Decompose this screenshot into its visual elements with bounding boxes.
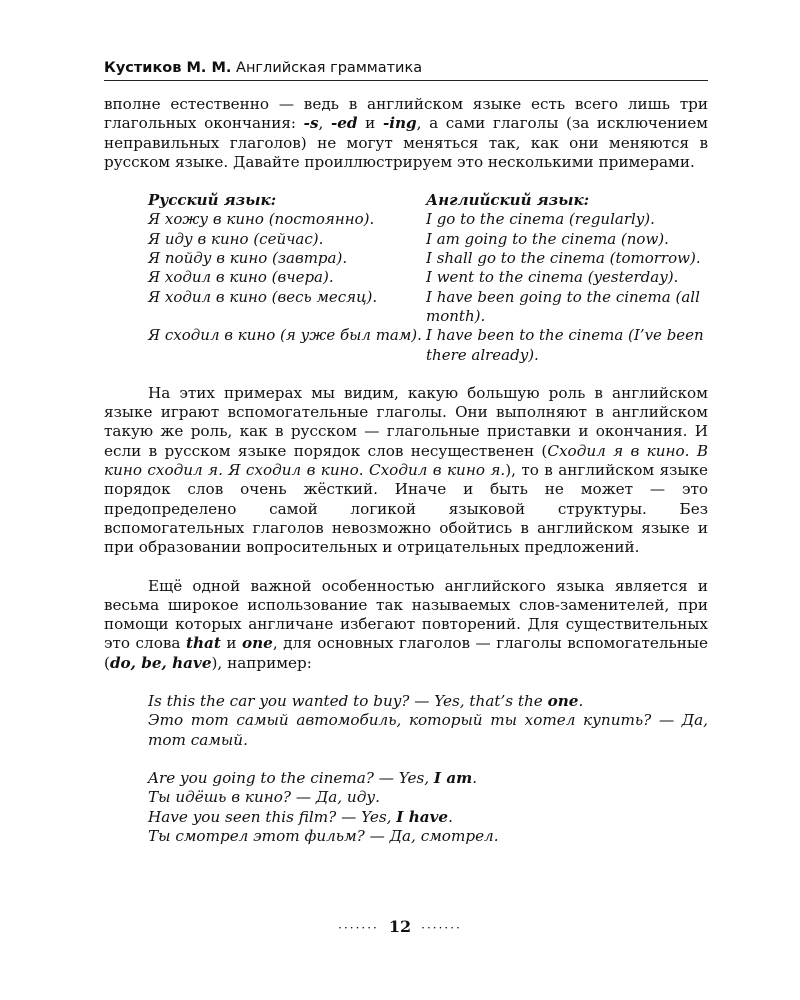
para3-text-3: ), например: bbox=[211, 653, 312, 672]
para3-text-2: , для основных глаголов — глаголы вспомогательные ( bbox=[104, 634, 708, 672]
ending-ing: -ing bbox=[382, 114, 417, 133]
page-body bbox=[104, 95, 708, 846]
page-number: 12 bbox=[388, 917, 412, 936]
table-row bbox=[148, 326, 708, 365]
para1-and: и bbox=[357, 114, 383, 133]
aux-verbs: do, be, have bbox=[109, 653, 212, 672]
table-header-russian: Русский язык: bbox=[148, 191, 277, 210]
paragraph-substitute-words bbox=[104, 577, 708, 673]
example-end: . bbox=[448, 807, 453, 826]
page-footer bbox=[0, 917, 800, 936]
examples-block bbox=[148, 692, 708, 846]
header-title: Английская грамматика bbox=[236, 60, 423, 76]
word-that: that bbox=[185, 634, 221, 653]
english-cell: I went to the cinema (yesterday). bbox=[426, 268, 679, 287]
russian-cell: Я ходил в кино (вчера). bbox=[148, 268, 334, 287]
para3-and: и bbox=[220, 634, 242, 653]
header-author: Кустиков М. М. bbox=[104, 60, 232, 76]
footer-dots-left: ······· bbox=[338, 921, 379, 935]
table-row bbox=[148, 230, 708, 249]
para1-text-2: , а сами глаголы (за исключением неправильных глаголов) не могут меняться так, как они меняются в русском языке. Давайте проиллюстрируем это несколькими примерами. bbox=[104, 114, 708, 171]
example-bold: I have bbox=[396, 807, 449, 826]
english-cell: I go to the cinema (regularly). bbox=[426, 210, 655, 229]
example-bold: one bbox=[547, 692, 579, 711]
russian-cell: Я ходил в кино (весь месяц). bbox=[148, 287, 378, 306]
example-end: . bbox=[578, 692, 584, 711]
para3-text-1: Ещё одной важной особенностью английского языка является и весьма широкое использование так называемых слов-заменителей, при помощи которых англичане избегают повторений. Для существительных это слова bbox=[104, 576, 708, 653]
word-one: one bbox=[241, 634, 273, 653]
english-cell: I have been going to the cinema (all month). bbox=[426, 287, 700, 325]
table-row bbox=[148, 268, 708, 287]
table-row bbox=[148, 249, 708, 268]
table-header-english: Английский язык: bbox=[426, 191, 590, 210]
english-cell: I am going to the cinema (now). bbox=[426, 229, 669, 248]
table-row bbox=[148, 210, 708, 229]
example-text: Is this the car you wanted to buy? — Yes, that’s the bbox=[148, 692, 548, 711]
russian-cell: Я сходил в кино (я уже был там). bbox=[148, 326, 422, 345]
ending-ed: -ed bbox=[330, 114, 358, 133]
table-row bbox=[148, 288, 708, 327]
english-cell: I have been to the cinema (I’ve been there already). bbox=[426, 326, 704, 364]
russian-cell: Я пойду в кино (завтра). bbox=[148, 249, 348, 268]
example-3-english bbox=[148, 808, 708, 827]
example-1-english bbox=[148, 692, 708, 711]
para1-text-1: вполне естественно — ведь в английском языке есть всего лишь три глагольных окончания: bbox=[104, 95, 708, 133]
example-end: . bbox=[472, 768, 478, 787]
example-bold: I am bbox=[433, 768, 473, 787]
running-header bbox=[104, 56, 708, 81]
example-1-russian: Это тот самый автомобиль, который ты хотел купить? — Да, тот самый. bbox=[148, 711, 708, 749]
paragraph-intro bbox=[104, 95, 708, 172]
example-text: Have you seen this film? — Yes, bbox=[148, 807, 397, 826]
para2-text-2: ), то в английском языке порядок слов очень жёсткий. Иначе и быть не может — это предопределено самой логикой языковой структуры. Без вспомогательных глаголов невозможно обойтись в английском языке и при образовании вопросительных и отрицательных предложений. bbox=[104, 461, 708, 557]
ending-s: -s bbox=[303, 114, 319, 133]
english-cell: I shall go to the cinema (tomorrow). bbox=[426, 249, 701, 268]
para1-sep: , bbox=[318, 114, 331, 133]
example-2-russian: Ты идёшь в кино? — Да, иду. bbox=[148, 788, 380, 807]
footer-dots-right: ······· bbox=[421, 921, 462, 935]
russian-cell: Я хожу в кино (постоянно). bbox=[148, 210, 375, 229]
example-3-russian: Ты смотрел этот фильм? — Да, смотрел. bbox=[148, 826, 499, 845]
comparison-table bbox=[148, 191, 708, 365]
example-2-english bbox=[148, 769, 708, 788]
russian-cell: Я иду в кино (сейчас). bbox=[148, 229, 324, 248]
paragraph-auxiliary-verbs bbox=[104, 384, 708, 558]
para2-italic-examples: Сходил я в кино. В кино сходил я. Я сходил в кино. Сходил в кино я. bbox=[104, 441, 708, 480]
para2-text-1: На этих примерах мы видим, какую большую роль в английском языке играют вспомогательные глаголы. Они выполняют в английском такую же роль, как в русском — глагольные приставки и окончания. И если в русском языке порядок слов несущественен ( bbox=[104, 383, 708, 460]
example-text: Are you going to the cinema? — Yes, bbox=[148, 768, 434, 787]
